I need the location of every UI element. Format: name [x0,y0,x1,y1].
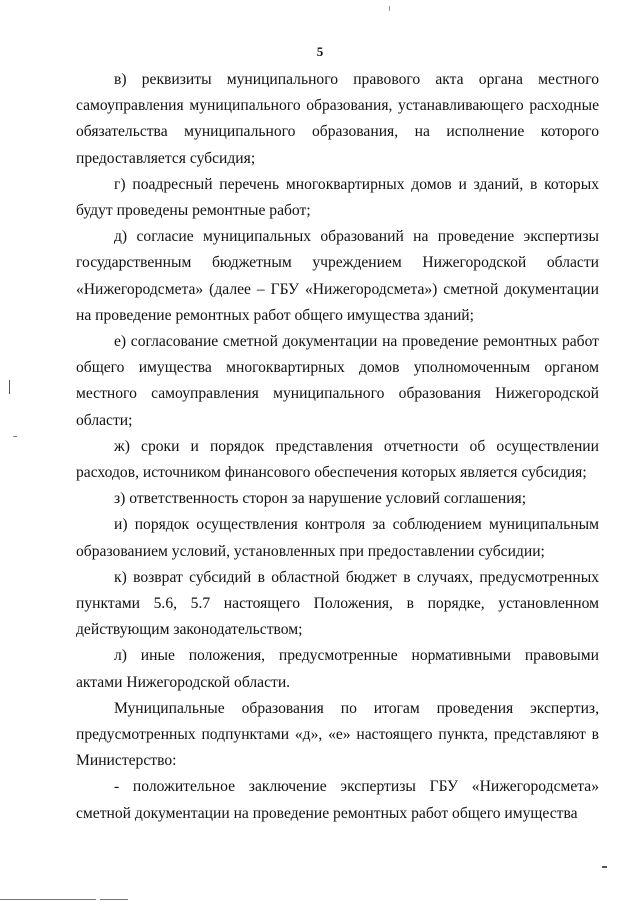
scan-mark-left [9,380,10,394]
paragraph-v: в) реквизиты муниципального правового акта органа местного самоуправления муниципального образования, устанавливающего расходные обязательства муниципального образования, на исполнение которого предоставляется субсидия; [76,71,599,167]
paragraph-z: з) ответственность сторон за нарушение условий соглашения; [114,490,527,508]
scan-mark-top [389,6,390,11]
scan-mark-right [602,866,607,868]
paragraph-e: е) согласование сметной документации на проведение ремонтных работ общего имущества многоквартирных домов уполномоченным органом местного самоуправления муниципального образования Нижегородской области; [76,333,599,429]
page-number: 5 [316,44,324,59]
scan-mark-left-dash [13,436,17,437]
paragraph-d: д) согласие муниципальных образований на проведение экспертизы государственным бюджетным учреждением Нижегородской области «Нижегородсмета» (далее – ГБУ «Нижегородсмета») сметной документации на проведение ремонтных работ общего имущества зданий; [76,228,599,324]
paragraph-dash-item: - положительное заключение экспертизы ГБУ «Нижегородсмета» сметной документации на проведение ремонтных работ общего имущества [76,778,599,822]
scan-rule-bottom [0,899,96,900]
document-body [76,67,599,827]
paragraph-municipal: Муниципальные образования по итогам проведения экспертиз, предусмотренных подпунктами «д», «е» настоящего пункта, представляют в Министерство: [76,699,599,770]
paragraph-g: г) поадресный перечень многоквартирных домов и зданий, в которых будут проведены ремонтные работ; [76,175,599,220]
paragraph-i: и) порядок осуществления контроля за соблюдением муниципальным образованием условий, установленных при предоставлении субсидии; [76,516,599,560]
paragraph-zh: ж) сроки и порядок представления отчетности об осуществлении расходов, источником финансового обеспечения которых является субсидия; [76,437,599,482]
paragraph-k: к) возврат субсидий в областной бюджет в случаях, предусмотренных пунктами 5.6, 5.7 настоящего Положения, в порядке, установленном действующим законодательством; [76,568,599,639]
scan-rule-bottom-short [100,899,128,900]
paragraph-l: л) иные положения, предусмотренные нормативными правовыми актами Нижегородской области. [76,647,599,691]
